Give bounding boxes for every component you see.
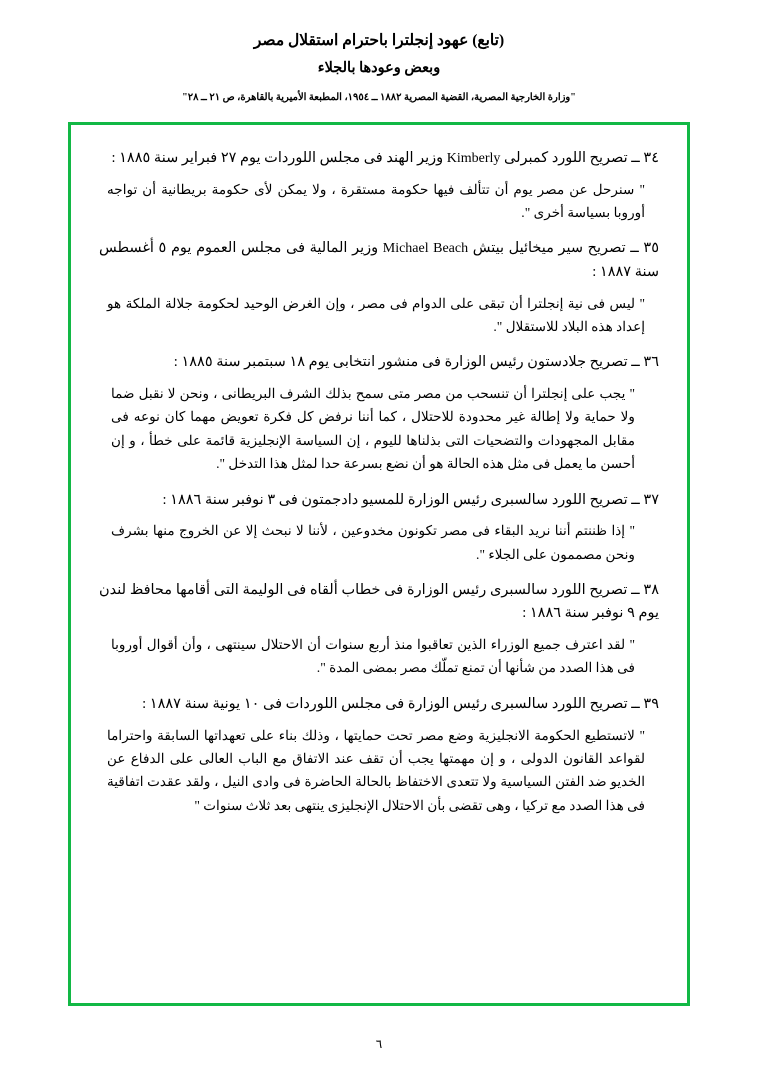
entry-lead-suffix: وزير المالية فى مجلس العموم يوم ٥ أغسطس سنة ١٨٨٧ :: [99, 240, 659, 281]
entry-lead: [97, 579, 661, 626]
entry-lead: [97, 237, 661, 284]
list-item: [97, 693, 661, 817]
entry-lead-prefix: ٣٤ ــ تصريح اللورد كمبرلى: [500, 150, 659, 166]
entry-lead: [97, 489, 661, 513]
entry-lead-prefix: ٣٧ ــ تصريح اللورد سالسبرى رئيس الوزارة للمسيو دادجمتون فى ٣ نوفبر سنة ١٨٨٦ :: [162, 491, 659, 508]
entry-quote: " لقد اعترف جميع الوزراء الذين تعاقبوا منذ أربع سنوات أن الاحتلال سينتهى ، وأن أقوال أوروبا فى هذا الصدد من شأنها أن تمنع تملّك مصر بمضى المدة ".: [111, 637, 635, 676]
content-frame: [68, 122, 690, 1006]
entry-quote: " يجب على إنجلترا أن تنسحب من مصر متى سمح بذلك الشرف البريطانى ، ونحن لا نقبل ضما ولا حماية ولا إطالة غير محدودة للاحتلال ، كما أننا نرفض كل فكرة تعويض مهما كان نوعه فى مقابل المجهودات والتضحيات التى بذلناها لليوم ، إن السياسة الإنجليزية قائمة على خطأ ، و إن أحسن ما يعمل فى مثل هذه الحالة هو أن نضع بسرعة حدا لمثل هذا التدخل ".: [111, 386, 635, 472]
list-item: [97, 489, 661, 566]
list-item: [97, 147, 661, 224]
entry-lead-prefix: ٣٥ ــ تصريح سير ميخائيل بيتش: [468, 240, 659, 257]
source-citation: "وزارة الخارجية المصرية، القضية المصرية ١٨٨٢ ــ ١٩٥٤، المطبعة الأميرية بالقاهرة، ص ٢١ ــ ٢٨": [182, 91, 576, 103]
entry-lead-prefix: ٣٨ ــ تصريح اللورد سالسبرى رئيس الوزارة فى خطاب ألقاه فى الوليمة التى أقامها محافظ لندن يوم ٩ نوفبر سنة ١٨٨٦ :: [99, 581, 659, 622]
entry-lead-latin: Michael Beach: [382, 241, 469, 257]
content-body: [71, 125, 687, 1003]
page-header: [0, 0, 758, 103]
entry-lead-suffix: وزير الهند فى مجلس اللوردات يوم ٢٧ فبراير سنة ١٨٨٥ :: [111, 150, 447, 166]
entry-quote: " إذا ظننتم أننا نريد البقاء فى مصر تكونون مخدوعين ، لأننا لا نبحث إلا عن الخروج منها بشرف ونحن مصممون على الجلاء ".: [111, 523, 635, 562]
page-title: (تابع) عهود إنجلترا باحترام استقلال مصر: [253, 32, 505, 49]
list-item: [97, 579, 661, 680]
list-item: [97, 351, 661, 475]
entry-quote: " سنرحل عن مصر يوم أن تتألف فيها حكومة مستقرة ، ولا يمكن لأى حكومة بريطانية أن تواجه أوروبا بسياسة أخرى ".: [107, 181, 645, 221]
entry-lead: [97, 147, 661, 171]
entry-lead-latin: Kimberly: [446, 151, 501, 166]
entry-lead-prefix: ٣٦ ــ تصريح جلادستون رئيس الوزارة فى منشور انتخابى يوم ١٨ سبتمبر سنة ١٨٨٥ :: [173, 354, 659, 371]
entry-lead: [97, 693, 661, 717]
entry-quote: " لاتستطيع الحكومة الانجليزية وضع مصر تحت حمايتها ، وذلك بناء على تعهداتها السابقة واحتراما لقواعد القانون الدولى ، و إن مهمتها يجب أن تقف عند الاتفاق مع الباب العالى على الدفاع عن الخديو ضد الفتن السياسية ولا تتعدى الاختفاظ بالحالة الحاضرة فى وادى النيل ، ولقد عقدت اتفاقية فى هذا الصدد مع تركيا ، وهى تقضى بأن الاحتلال الإنجليزى ينتهى بعد ثلاث سنوات ": [107, 727, 645, 813]
page-number: ٦: [375, 1037, 383, 1051]
page-subtitle: وبعض وعودها بالجلاء: [317, 60, 441, 77]
entry-lead: [97, 351, 661, 375]
entry-quote: " ليس فى نية إنجلترا أن تبقى على الدوام فى مصر ، وإن الغرض الوحيد لحكومة جلالة الملكة هو إعداد هذه البلاد للاستقلال ".: [107, 295, 645, 334]
entry-lead-prefix: ٣٩ ــ تصريح اللورد سالسبرى رئيس الوزارة فى مجلس اللوردات فى ١٠ يونية سنة ١٨٨٧ :: [142, 695, 659, 712]
list-item: [97, 237, 661, 338]
